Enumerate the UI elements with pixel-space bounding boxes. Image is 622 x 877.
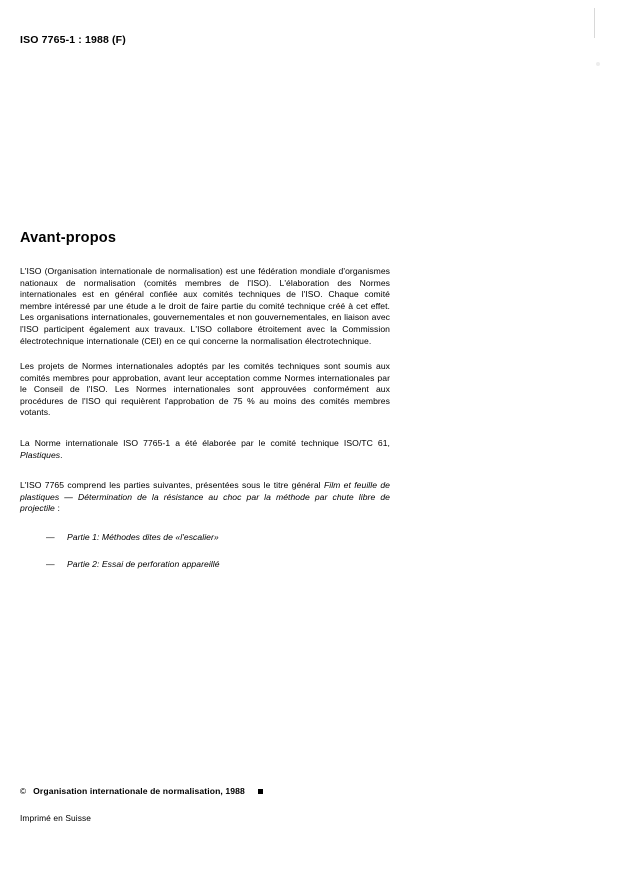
foreword-paragraph-1: L'ISO (Organisation internationale de normalisation) est une fédération mondiale d'organismes nationaux de normalisation (comités membres de l'ISO). L'élaboration des Normes internationales est en général confiée aux comités techniques de l'ISO. Chaque comité membre intéressé par une étude a le droit de faire partie du comité technique créé à cet effet. Les organisations internationales, gouvernementales et non gouvernementales, en liaison avec l'ISO participent également aux travaux. L'ISO collabore étroitement avec la Commission électrotechnique internationale (CEI) en ce qui concerne la normalisation électrotechnique. [20, 265, 390, 346]
document-header-reference: ISO 7765-1 : 1988 (F) [20, 34, 126, 46]
page-footer [20, 786, 420, 823]
copyright-icon: © [20, 786, 27, 796]
paragraph-4-text: L'ISO 7765 comprend les parties suivantes, présentées sous le titre général [20, 480, 324, 491]
paragraph-3-text: La Norme internationale ISO 7765-1 a été élaborée par le comité technique ISO/TC 61, [20, 438, 390, 449]
list-item [20, 532, 390, 544]
foreword-content [20, 231, 390, 570]
committee-scope-title: Plastiques [20, 449, 61, 460]
printed-in-notice: Imprimé en Suisse [20, 813, 92, 823]
registration-mark-top [594, 8, 595, 38]
list-item-label: Partie 2: Essai de perforation appareillé [67, 558, 220, 569]
list-dash-marker: — [46, 558, 55, 569]
copyright-text: Organisation internationale de normalisation, 1988 [33, 786, 245, 796]
page-title: Avant-propos [20, 230, 117, 246]
foreword-paragraph-2: Les projets de Normes internationales adoptés par les comités techniques sont soumis aux comités membres pour approbation, avant leur acceptation comme Normes internationales par le Conseil de l'ISO. Les Normes internationales sont approuvées conformément aux procédures de l'ISO qui requièrent l'approbation de 75 % au moins des comités membres votants. [20, 361, 390, 418]
copyright-notice [20, 786, 420, 796]
paragraph-4-suffix: : [54, 503, 60, 514]
list-item-label: Partie 1: Méthodes dites de «l'escalier» [67, 532, 219, 543]
foreword-paragraph-4 [20, 480, 390, 515]
registration-mark-right [596, 62, 600, 66]
list-item [20, 559, 390, 571]
list-dash-marker: — [46, 532, 55, 543]
foreword-paragraph-3 [20, 438, 390, 461]
standard-parts-list [20, 532, 390, 570]
end-of-text-square-icon [258, 789, 263, 794]
standard-general-title: Film et feuille de plastiques — Détermination de la résistance au choc par la méthode par chute libre de projectile [20, 480, 390, 514]
paragraph-3-suffix: . [60, 449, 63, 460]
